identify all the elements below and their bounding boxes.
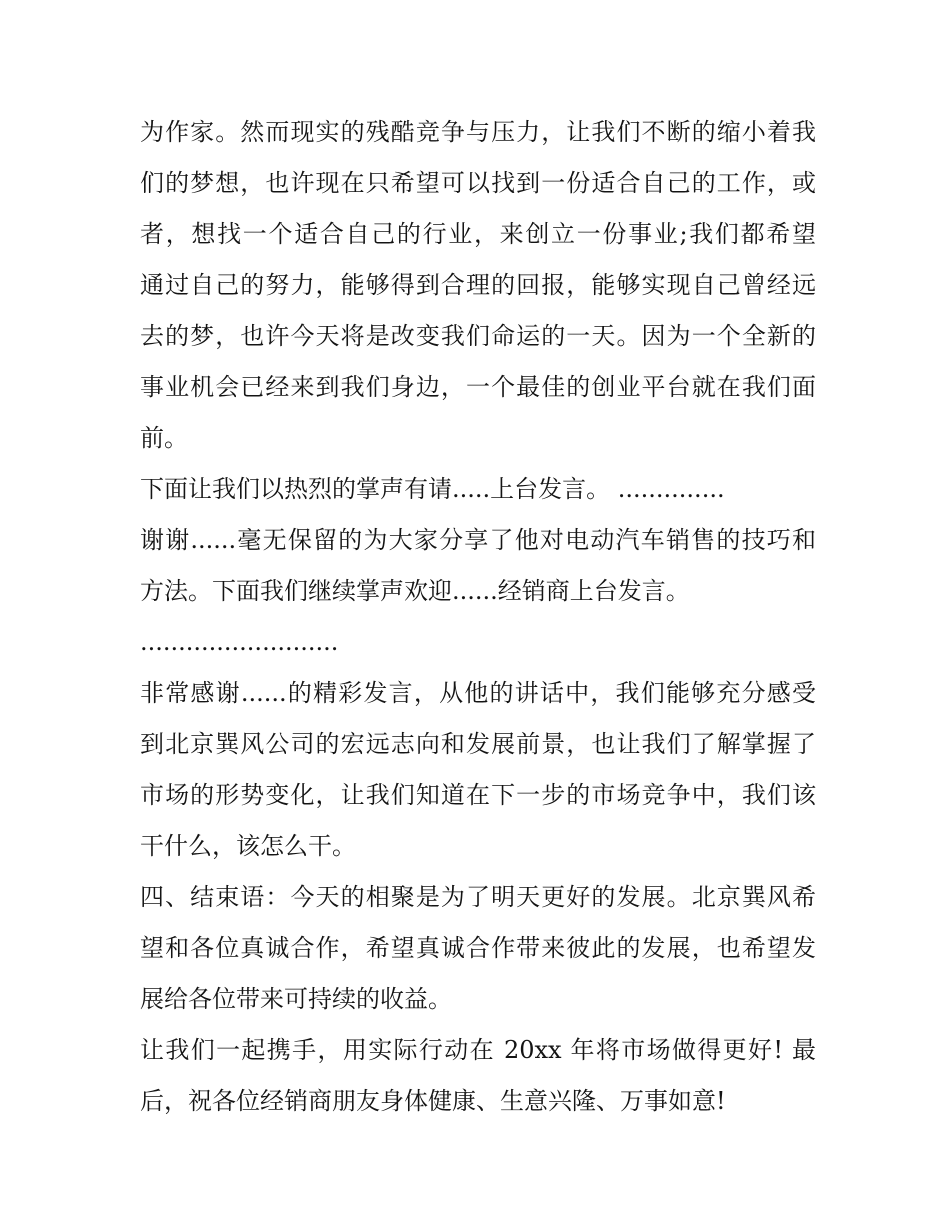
text-line: .......................... [140,628,339,656]
text-line: 为作家。然而现实的残酷竞争与压力，让我们不断的缩小着我 [140,118,816,146]
text-line: 事业机会已经来到我们身边，一个最佳的创业平台就在我们面 [140,373,816,401]
text-line: 望和各位真诚合作，希望真诚合作带来彼此的发展，也希望发 [140,934,816,962]
text-line: 非常感谢......的精彩发言，从他的讲话中，我们能够充分感受 [140,679,816,707]
text-line: 通过自己的努力，能够得到合理的回报，能够实现自己曾经远 [140,271,816,299]
text-line: 方法。下面我们继续掌声欢迎......经销商上台发言。 [140,577,690,605]
text-line: 前。 [140,424,188,452]
text-line: 后，祝各位经销商朋友身体健康、生意兴隆、万事如意! [140,1087,726,1115]
text-line: 下面让我们以热烈的掌声有请.....上台发言。 .............. [140,475,725,503]
text-line: 谢谢......毫无保留的为大家分享了他对电动汽车销售的技巧和 [140,526,816,554]
text-line: 市场的形势变化，让我们知道在下一步的市场竞争中，我们该 [140,781,816,809]
text-line: 让我们一起携手，用实际行动在 20xx 年将市场做得更好! 最 [140,1036,816,1064]
text-line: 四、结束语：今天的相聚是为了明天更好的发展。北京巽风希 [140,883,816,911]
text-line: 干什么，该怎么干。 [140,832,356,860]
text-line: 们的梦想，也许现在只希望可以找到一份适合自己的工作，或 [140,169,816,197]
text-line: 到北京巽风公司的宏远志向和发展前景，也让我们了解掌握了 [140,730,816,758]
document-body [140,107,816,1127]
text-line: 者，想找一个适合自己的行业，来创立一份事业;我们都希望 [140,220,816,248]
text-line: 展给各位带来可持续的收益。 [140,985,452,1013]
text-line: 去的梦，也许今天将是改变我们命运的一天。因为一个全新的 [140,322,816,350]
